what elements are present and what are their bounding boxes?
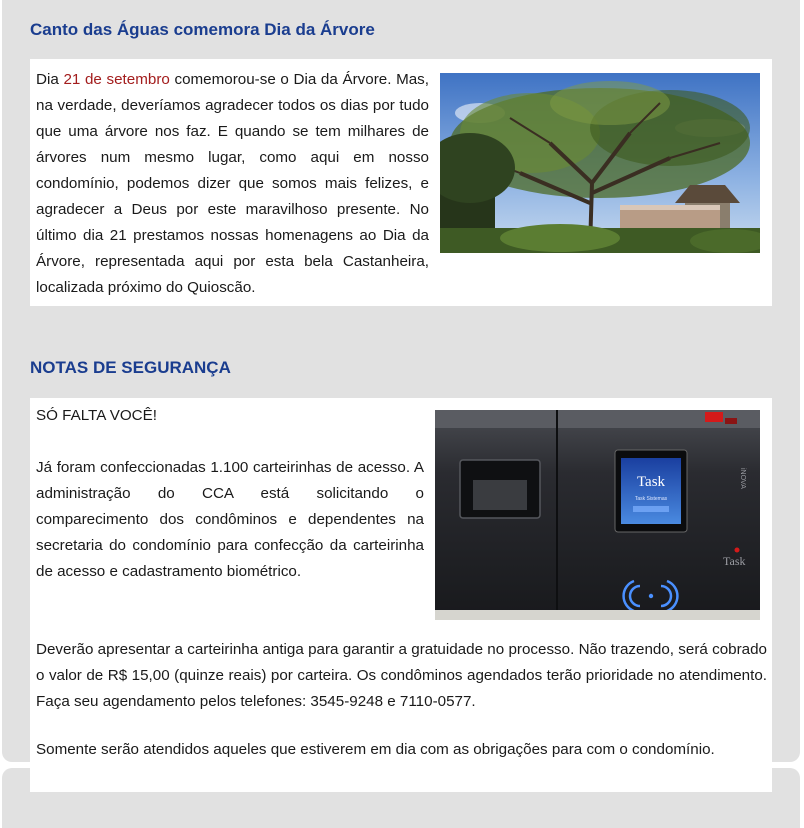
article-paragraph-1: Dia 21 de setembro comemorou-se o Dia da Árvore. Mas, na verdade, deveríamos agradecer todos os dias por tudo que uma árvore nos faz. E quando se tem milhares de árvores num mesmo lugar, como aqui em nosso condomínio, podemos dizer que somos mais felizes, e agradecer a Deus por este maravilhoso presente. No último dia 21 prestamos nossas homenagens ao Dia da Árvore, representada aqui por esta bela Castanheira, localizada próximo do Quioscão. [36,71,429,296]
biometric-terminal-image [435,410,760,620]
screen-brand-text: Task [636,474,666,490]
security-paragraph-1: Já foram confeccionadas 1.100 carteirinhas de acesso. A administração do CCA está solicitando o comparecimento dos condôminos e dependentes na secretaria do condomínio para confecção da carteirinha de acesso e cadastramento biométrico. [36,459,424,580]
side-label: iNOVA [739,468,746,489]
device-brand-text: Task [723,554,746,568]
tree-photo [440,73,760,253]
security-box [30,398,772,792]
section-title-security: NOTAS DE SEGURANÇA [30,358,231,377]
access-device-photo [435,410,760,620]
security-paragraph-2: Deverão apresentar a carteirinha antiga para garantir a gratuidade no processo. Não trazendo, será cobrado o valor de R$ 15,00 (quinze reais) por carteira. Os condôminos agendados terão prioridade no atendimento. Faça seu agendamento pelos telefones: 3545-9248 e 7110-0577. [36,641,767,710]
date-highlight: 21 de setembro [63,71,170,88]
headline: SÓ FALTA VOCÊ! [36,407,157,424]
screen-sub-text: Task Sistemas [634,496,668,502]
security-paragraph-3: Somente serão atendidos aqueles que estiverem em dia com as obrigações para com o condomínio. [36,741,715,758]
article-title: Canto das Águas comemora Dia da Árvore [30,20,375,39]
article-box [30,59,772,306]
castanheira-tree-image [440,73,760,253]
